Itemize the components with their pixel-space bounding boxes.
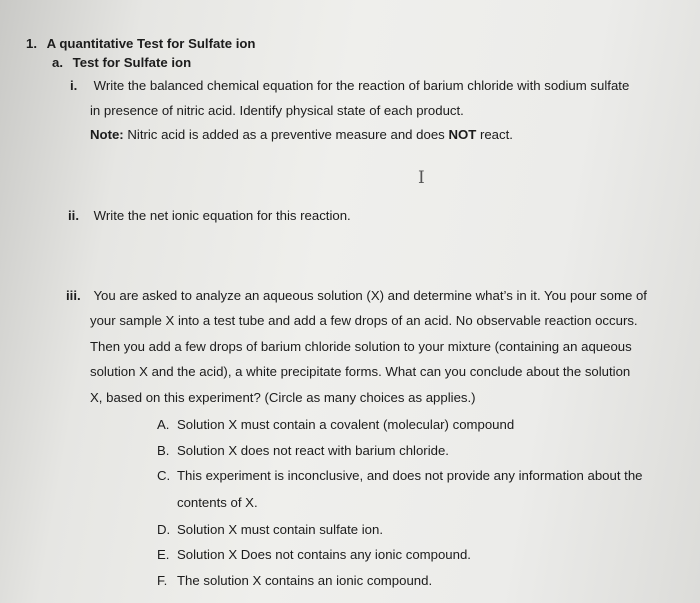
part-title: Test for Sulfate ion	[72, 55, 192, 70]
choice-text: Solution X does not react with barium chloride.	[177, 443, 449, 458]
item-i-numeral: i.	[70, 78, 78, 93]
note-label: Note:	[90, 127, 124, 142]
part-letter: a.	[52, 55, 63, 70]
choice-c-continued: contents of X.	[177, 495, 258, 510]
text-cursor-icon: I	[418, 168, 425, 188]
question-number: 1.	[26, 36, 37, 51]
item-iii-line-1	[66, 287, 647, 305]
item-iii-line-5: X, based on this experiment? (Circle as many choices as applies.)	[90, 390, 476, 405]
item-iii-numeral: iii.	[66, 288, 81, 303]
choice-letter: B.	[157, 443, 170, 458]
item-ii-line	[68, 207, 351, 225]
item-i-note	[90, 126, 513, 144]
item-i-line-2: in presence of nitric acid. Identify physical state of each product.	[90, 103, 464, 118]
choice-a	[157, 416, 514, 434]
choice-b	[157, 442, 449, 460]
question-title: A quantitative Test for Sulfate ion	[46, 36, 256, 51]
item-i-line-1	[70, 77, 629, 95]
choice-letter: F.	[157, 573, 168, 588]
question-1-heading	[26, 35, 256, 53]
choice-letter: A.	[157, 417, 170, 432]
item-ii-numeral: ii.	[68, 208, 79, 223]
choice-c	[157, 467, 643, 485]
choice-letter: E.	[157, 547, 170, 562]
choice-d	[157, 521, 383, 539]
choice-text: This experiment is inconclusive, and does not provide any information about the	[177, 468, 643, 483]
choice-f	[157, 572, 432, 590]
item-iii-line-2: your sample X into a test tube and add a few drops of an acid. No observable reaction occurs.	[90, 313, 638, 328]
choice-letter: D.	[157, 522, 171, 537]
note-text-1: Nitric acid is added as a preventive measure and does	[123, 127, 449, 142]
item-iii-text-1: You are asked to analyze an aqueous solution (X) and determine what’s in it. You pour some of	[93, 288, 647, 303]
choice-text: Solution X Does not contains any ionic compound.	[177, 547, 471, 562]
choice-letter: C.	[157, 468, 171, 483]
item-i-text-1: Write the balanced chemical equation for the reaction of barium chloride with sodium sulfate	[93, 78, 630, 93]
item-iii-line-3: Then you add a few drops of barium chloride solution to your mixture (containing an aqueous	[90, 339, 632, 354]
choice-e	[157, 546, 471, 564]
item-iii-line-4: solution X and the acid), a white precipitate forms. What can you conclude about the solution	[90, 364, 631, 379]
part-a-heading	[52, 54, 191, 72]
note-not: NOT	[448, 127, 477, 142]
choice-text: The solution X contains an ionic compound.	[177, 573, 433, 588]
item-ii-text: Write the net ionic equation for this reaction.	[93, 208, 351, 223]
note-text-2: react.	[476, 127, 513, 142]
choice-text: Solution X must contain sulfate ion.	[177, 522, 383, 537]
choice-text: Solution X must contain a covalent (molecular) compound	[177, 417, 515, 432]
